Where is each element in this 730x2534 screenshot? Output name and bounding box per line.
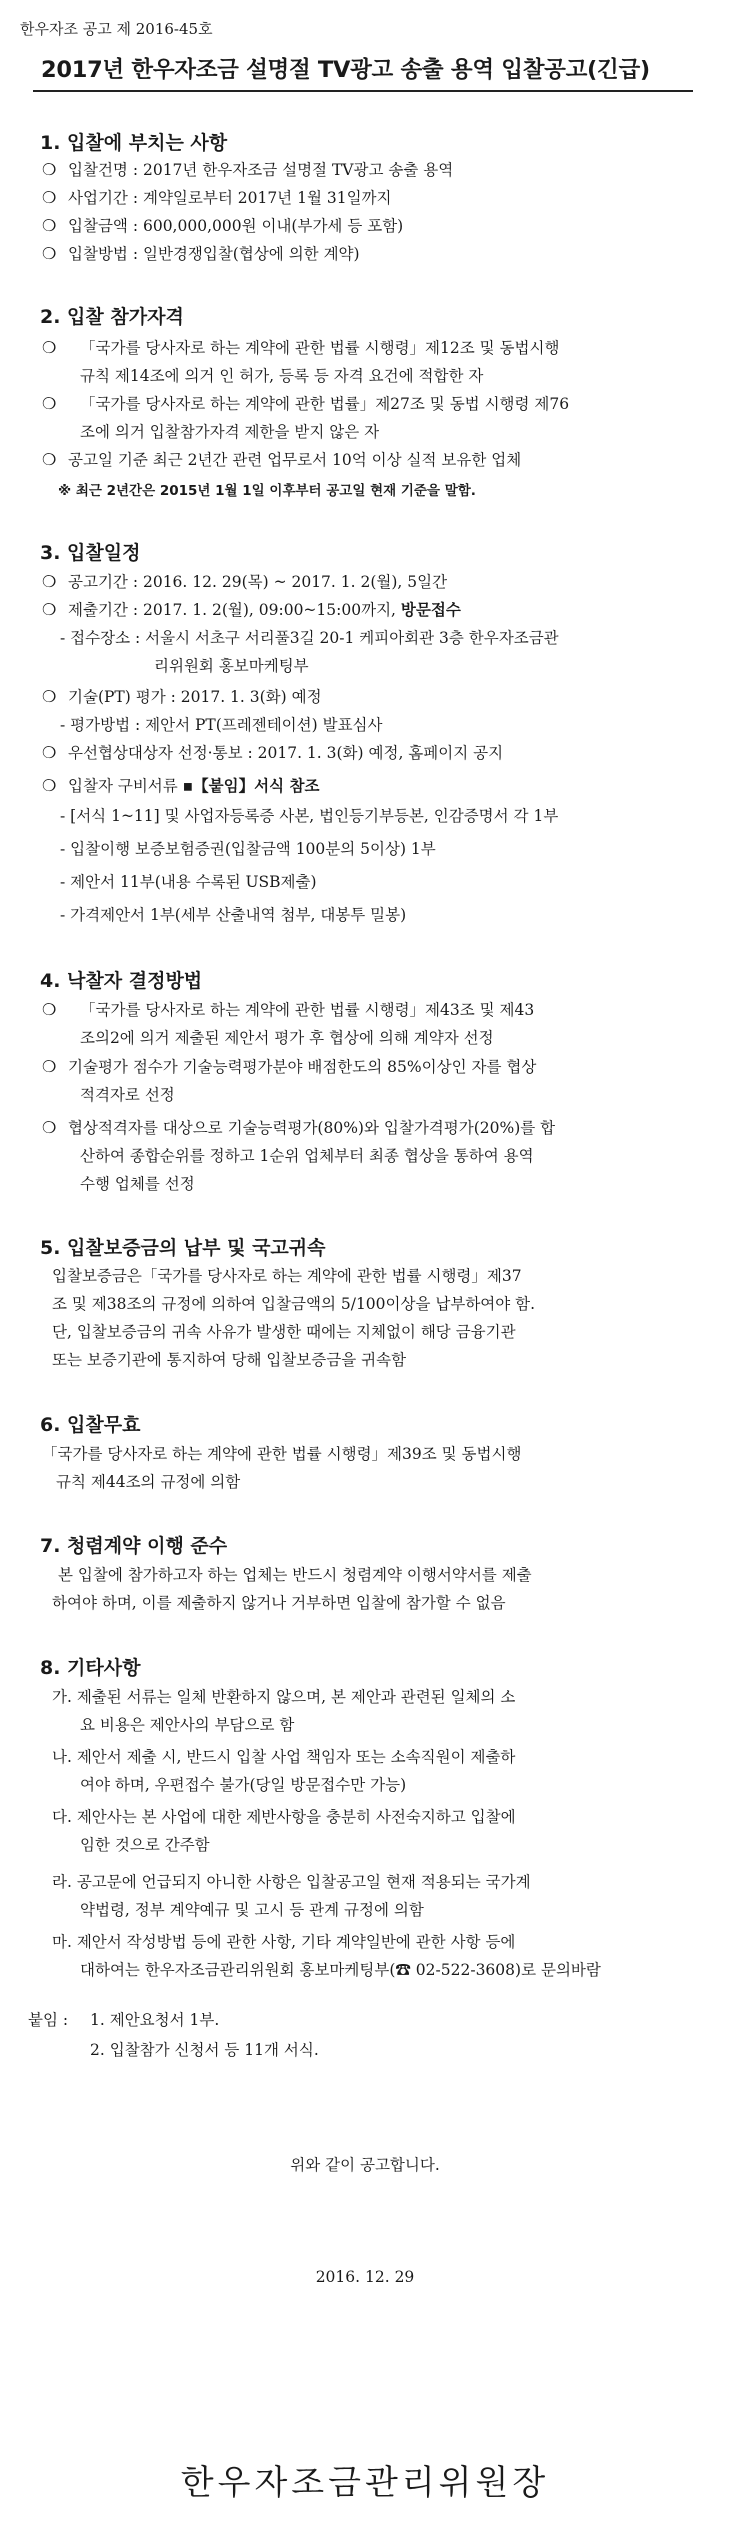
section-8-heading: 8. 기타사항 (40, 1657, 141, 1679)
bullet-icon: ❍ (42, 450, 57, 469)
priority-negotiation: 우선협상대상자 선정·통보 : 2017. 1. 3(화) 예정, 홈페이지 공지 (68, 744, 504, 762)
submit-place-line1: - 접수장소 : 서울시 서초구 서리풀3길 20-1 케피아회관 3층 한우자조금관 (60, 629, 559, 647)
s8-item-na-cont: 여야 하며, 우편접수 불가(당일 방문접수만 가능) (80, 1776, 407, 1794)
attachment-reference: ▪【붙임】서식 참조 (182, 776, 320, 795)
bullet-icon: ❍ (42, 1057, 57, 1076)
doc-list-item: - 가격제안서 1부(세부 산출내역 첨부, 대봉투 밀봉) (60, 906, 407, 924)
s7-line: 본 입찰에 참가하고자 하는 업체는 반드시 청렴계약 이행서약서를 제출 (58, 1566, 532, 1584)
s2-note: ※ 최근 2년간은 2015년 1월 1일 이후부터 공고일 현재 기준을 말함. (58, 483, 476, 499)
s2-item-3: 공고일 기준 최근 2년간 관련 업무로서 10억 이상 실적 보유한 업체 (68, 451, 522, 469)
section-4-heading: 4. 낙찰자 결정방법 (40, 970, 203, 992)
document-number: 한우자조 공고 제 2016-45호 (20, 20, 213, 38)
signature: 한우자조금관리위원장 (180, 2463, 550, 2503)
s6-line: 「국가를 당사자로 하는 계약에 관한 법률 시행령」제39조 및 동법시행 (42, 1445, 522, 1463)
s1-item: 사업기간 : 계약일로부터 2017년 1월 31일까지 (68, 189, 392, 207)
s5-line: 단, 입찰보증금의 귀속 사유가 발생한 때에는 지체없이 해당 금융기관 (52, 1323, 516, 1341)
bullet-icon: ❍ (42, 776, 57, 795)
s8-item-ra: 라. 공고문에 언급되지 아니한 사항은 입찰공고일 현재 적용되는 국가계 (52, 1873, 531, 1891)
s1-item: 입찰건명 : 2017년 한우자조금 설명절 TV광고 송출 용역 (68, 161, 454, 179)
s4-item-3-line1: 협상적격자를 대상으로 기술능력평가(80%)와 입찰가격평가(20%)를 합 (68, 1119, 556, 1137)
bullet-icon: ❍ (42, 1000, 57, 1019)
required-docs (68, 776, 319, 796)
bullet-icon: ❍ (42, 687, 57, 706)
pt-evaluation: 기술(PT) 평가 : 2017. 1. 3(화) 예정 (68, 688, 322, 706)
section-1-heading: 1. 입찰에 부치는 사항 (40, 132, 228, 154)
doc-list-item: - 제안서 11부(내용 수록된 USB제출) (60, 873, 317, 891)
section-3-heading: 3. 입찰일정 (40, 542, 141, 564)
bullet-icon: ❍ (42, 244, 57, 263)
s5-line: 또는 보증기관에 통지하여 당해 입찰보증금을 귀속함 (52, 1351, 407, 1369)
s1-item: 입찰방법 : 일반경쟁입찰(협상에 의한 계약) (68, 245, 360, 263)
attachments-label: 붙임 : (28, 2011, 69, 2029)
s8-item-ga-cont: 요 비용은 제안사의 부담으로 함 (80, 1716, 295, 1734)
notice-date: 2016. 12. 29 (315, 2268, 415, 2286)
title-block (33, 52, 693, 92)
s4-item-3-line2: 산하여 종합순위를 정하고 1순위 업체부터 최종 협상을 통하여 용역 (80, 1147, 534, 1165)
section-5-heading: 5. 입찰보증금의 납부 및 국고귀속 (40, 1237, 326, 1259)
submit-place-line2: 리위원회 홍보마케팅부 (154, 657, 309, 675)
s7-line: 하여야 하며, 이를 제출하지 않거나 거부하면 입찰에 참가할 수 없음 (52, 1594, 506, 1612)
bullet-icon: ❍ (42, 216, 57, 235)
section-7-heading: 7. 청렴계약 이행 준수 (40, 1535, 228, 1557)
notice-period: 공고기간 : 2016. 12. 29(목) ~ 2017. 1. 2(월), 5일간 (68, 573, 448, 591)
s1-item: 입찰금액 : 600,000,000원 이내(부가세 등 포함) (68, 217, 404, 235)
bullet-icon: ❍ (42, 160, 57, 179)
s6-line: 규칙 제44조의 규정에 의함 (56, 1473, 241, 1491)
bullet-icon: ❍ (42, 743, 57, 762)
bullet-icon: ❍ (42, 394, 57, 413)
s4-item-2-line2: 적격자로 선정 (80, 1086, 175, 1104)
pt-method: - 평가방법 : 제안서 PT(프레젠테이션) 발표심사 (60, 716, 383, 734)
page-title: 2017년 한우자조금 설명절 TV광고 송출 용역 입찰공고(긴급) (41, 57, 650, 83)
s8-item-da: 다. 제안사는 본 사업에 대한 제반사항을 충분히 사전숙지하고 입찰에 (52, 1808, 516, 1826)
s5-line: 입찰보증금은「국가를 당사자로 하는 계약에 관한 법률 시행령」제37 (52, 1267, 522, 1285)
closing-statement: 위와 같이 공고합니다. (290, 2156, 440, 2174)
s8-item-ma: 마. 제안서 작성방법 등에 관한 사항, 기타 계약일반에 관한 사항 등에 (52, 1933, 516, 1951)
s4-item-1-line2: 조의2에 의거 제출된 제안서 평가 후 협상에 의해 계약자 선정 (80, 1029, 494, 1047)
s2-item-1-line2: 규칙 제14조에 의거 인 허가, 등록 등 자격 요건에 적합한 자 (80, 367, 484, 385)
s2-item-2-line2: 조에 의거 입찰참가자격 제한을 받지 않은 자 (80, 423, 380, 441)
attachment-item: 1. 제안요청서 1부. (90, 2011, 220, 2029)
attachment-item: 2. 입찰참가 신청서 등 11개 서식. (90, 2041, 319, 2059)
s8-item-ma-cont: 대하여는 한우자조금관리위원회 홍보마케팅부(☎ 02-522-3608)로 문의바람 (80, 1961, 601, 1979)
s8-item-na: 나. 제안서 제출 시, 반드시 입찰 사업 책임자 또는 소속직원이 제출하 (52, 1748, 516, 1766)
section-2-heading: 2. 입찰 참가자격 (40, 306, 184, 328)
visit-only-label: 방문접수 (400, 600, 461, 619)
bullet-icon: ❍ (42, 572, 57, 591)
s8-item-ra-cont: 약법령, 정부 계약예규 및 고시 등 관계 규정에 의함 (80, 1901, 424, 1919)
bullet-icon: ❍ (42, 1118, 57, 1137)
doc-list-item: - 입찰이행 보증보험증권(입찰금액 100분의 5이상) 1부 (60, 840, 436, 858)
section-6-heading: 6. 입찰무효 (40, 1414, 141, 1436)
s8-item-da-cont: 임한 것으로 간주함 (80, 1836, 210, 1854)
s8-item-ga: 가. 제출된 서류는 일체 반환하지 않으며, 본 제안과 관련된 일체의 소 (52, 1688, 516, 1706)
bullet-icon: ❍ (42, 188, 57, 207)
submit-period-text: 제출기간 : 2017. 1. 2(월), 09:00~15:00까지, (68, 601, 401, 619)
doc-list-item: - [서식 1~11] 및 사업자등록증 사본, 법인등기부등본, 인감증명서 각 1부 (60, 807, 559, 825)
s2-item-2-line1: 「국가를 당사자로 하는 계약에 관한 법률」제27조 및 동법 시행령 제76 (80, 395, 570, 413)
s4-item-2-line1: 기술평가 점수가 기술능력평가분야 배점한도의 85%이상인 자를 협상 (68, 1058, 537, 1076)
bullet-icon: ❍ (42, 338, 57, 357)
s4-item-3-line3: 수행 업체를 선정 (80, 1175, 195, 1193)
required-docs-text: 입찰자 구비서류 (68, 777, 183, 795)
s2-item-1-line1: 「국가를 당사자로 하는 계약에 관한 법률 시행령」제12조 및 동법시행 (80, 339, 560, 357)
bullet-icon: ❍ (42, 600, 57, 619)
s4-item-1-line1: 「국가를 당사자로 하는 계약에 관한 법률 시행령」제43조 및 제43 (80, 1001, 535, 1019)
s5-line: 조 및 제38조의 규정에 의하여 입찰금액의 5/100이상을 납부하여야 함. (52, 1295, 536, 1313)
submit-period (68, 600, 461, 620)
